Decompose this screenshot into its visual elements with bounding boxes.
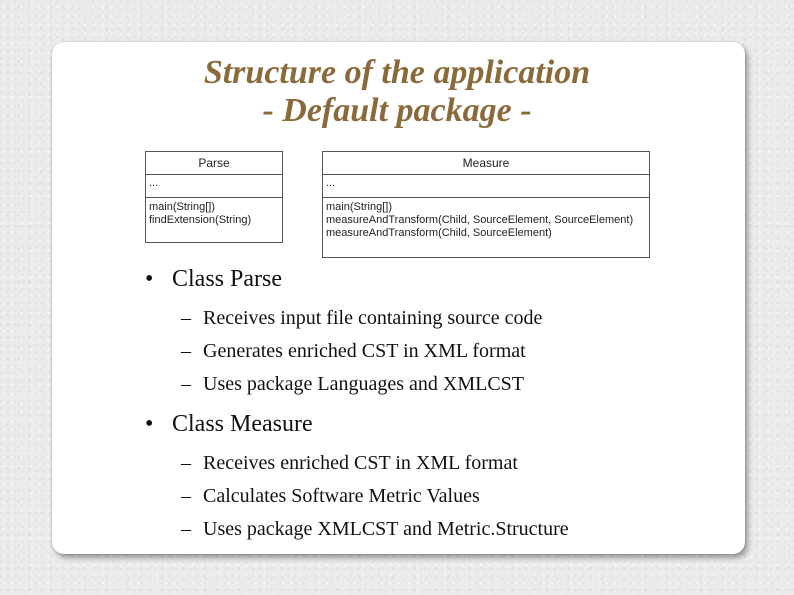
bullet-list (145, 262, 705, 552)
uml-attributes: ... (323, 175, 649, 198)
uml-class-measure (322, 151, 650, 258)
uml-operations (323, 198, 649, 240)
sub-item-text: Uses package Languages and XMLCST (203, 373, 525, 395)
bullet-item (145, 407, 705, 441)
uml-operation: findExtension(String) (149, 214, 252, 226)
dash-marker: – (181, 373, 191, 395)
title-line-2: - Default package - (262, 92, 532, 129)
sub-item (145, 513, 705, 546)
sub-list (145, 302, 705, 401)
bullet-item (145, 262, 705, 296)
uml-class-name: Parse (146, 152, 282, 175)
uml-attributes: ... (146, 175, 282, 198)
sub-item-text: Generates enriched CST in XML format (203, 340, 526, 362)
sub-list (145, 447, 705, 546)
sub-item-text: Uses package XMLCST and Metric.Structure (203, 518, 569, 540)
dash-marker: – (181, 485, 191, 507)
sub-item (145, 335, 705, 368)
bullet-marker: • (145, 266, 154, 292)
bullet-label: Class Measure (172, 411, 313, 437)
uml-operation: measureAndTransform(Child, SourceElement) (326, 227, 552, 239)
uml-class-parse (145, 151, 283, 243)
sub-item (145, 302, 705, 335)
title-line-1: Structure of the application (203, 54, 591, 91)
uml-operation: main(String[]) (326, 201, 393, 213)
sub-item-text: Calculates Software Metric Values (203, 485, 480, 507)
uml-operations (146, 198, 282, 227)
uml-operation: main(String[]) (149, 201, 216, 213)
sub-item (145, 368, 705, 401)
bullet-marker: • (145, 411, 154, 437)
dash-marker: – (181, 518, 191, 540)
sub-item-text: Receives input file containing source code (203, 307, 543, 329)
dash-marker: – (181, 307, 191, 329)
sub-item (145, 447, 705, 480)
uml-operation: measureAndTransform(Child, SourceElement, SourceElement) (326, 214, 634, 226)
bullet-label: Class Parse (172, 266, 282, 292)
slide-title (0, 54, 794, 130)
dash-marker: – (181, 452, 191, 474)
sub-item-text: Receives enriched CST in XML format (203, 452, 518, 474)
sub-item (145, 480, 705, 513)
dash-marker: – (181, 340, 191, 362)
uml-class-name: Measure (323, 152, 649, 175)
